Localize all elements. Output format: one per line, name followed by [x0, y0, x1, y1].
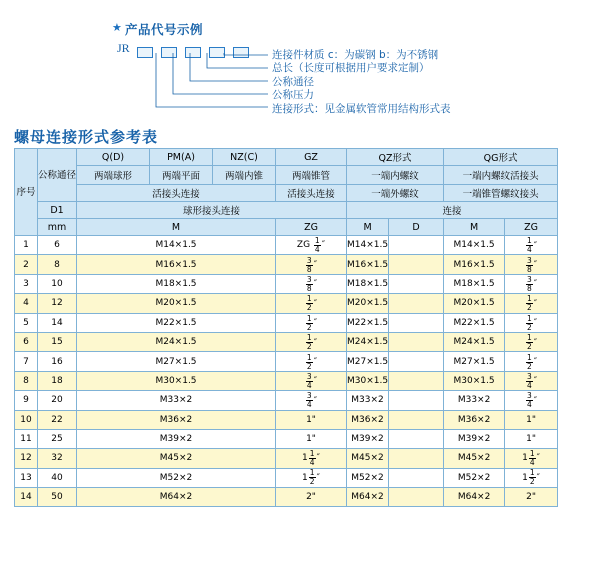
table-header-row [15, 166, 558, 185]
cell-gz: 1 $\frac{1}{4}$ ″ [276, 449, 347, 468]
cell-serial: 14 [15, 488, 38, 507]
header-group-pma: PM(A) [150, 149, 213, 166]
cell-qg-m: M33×2 [444, 391, 505, 410]
cell-diameter: 22 [38, 410, 77, 429]
cell-diameter: 50 [38, 488, 77, 507]
table-row [15, 429, 558, 448]
cell-diameter: 32 [38, 449, 77, 468]
header-sub2-left: 活接头连接 [77, 185, 276, 202]
cell-diameter: 10 [38, 274, 77, 293]
table-row [15, 449, 558, 468]
table-row [15, 352, 558, 371]
cell-qg-m: M20×1.5 [444, 294, 505, 313]
cell-qz-m: M24×1.5 [347, 332, 389, 351]
table-row [15, 236, 558, 255]
header-sub2-qz: 一端外螺纹 [347, 185, 444, 202]
cell-qz-m: M27×1.5 [347, 352, 389, 371]
product-code-diagram [0, 0, 600, 118]
header-sub-qg: 一端内螺纹活接头 [444, 166, 558, 185]
cell-gz: $\frac{3}{4}$ ″ [276, 371, 347, 390]
cell-qg-m: M30×1.5 [444, 371, 505, 390]
table-row [15, 391, 558, 410]
cell-qz-m: M30×1.5 [347, 371, 389, 390]
cell-qg-m: M39×2 [444, 429, 505, 448]
header-sub-gz: 两端锥管 [276, 166, 347, 185]
cell-q: M14×1.5 [77, 236, 276, 255]
header-serial: 序号 [15, 149, 38, 236]
header-unit-qg-zg: ZG [505, 219, 558, 236]
table-row [15, 332, 558, 351]
cell-qz-d [389, 294, 444, 313]
cell-q: M45×2 [77, 449, 276, 468]
table-header-row [15, 185, 558, 202]
cell-gz: $\frac{3}{8}$ ″ [276, 274, 347, 293]
cell-q: M64×2 [77, 488, 276, 507]
cell-qg-zg: $\frac{1}{2}$ ″ [505, 352, 558, 371]
header-sub-qz: 一端内螺纹 [347, 166, 444, 185]
table-header-row [15, 149, 558, 166]
cell-qg-zg: $\frac{1}{4}$ ″ [505, 236, 558, 255]
cell-serial: 1 [15, 236, 38, 255]
cell-q: M18×1.5 [77, 274, 276, 293]
cell-qz-m: M18×1.5 [347, 274, 389, 293]
nut-connection-table [14, 148, 558, 507]
cell-qz-m: M20×1.5 [347, 294, 389, 313]
cell-gz: 1 $\frac{1}{2}$ ″ [276, 468, 347, 487]
diagram-label: 连接件材质 c：为碳钢 b：为不锈钢 [272, 49, 439, 61]
cell-q: M22×1.5 [77, 313, 276, 332]
cell-qz-m: M45×2 [347, 449, 389, 468]
cell-diameter: 8 [38, 255, 77, 274]
cell-q: M20×1.5 [77, 294, 276, 313]
cell-qz-d [389, 449, 444, 468]
cell-qz-m: M64×2 [347, 488, 389, 507]
cell-qz-d [389, 274, 444, 293]
cell-qz-d [389, 371, 444, 390]
header-sub-pma: 两端平面 [150, 166, 213, 185]
cell-gz: $\frac{3}{8}$ ″ [276, 255, 347, 274]
cell-diameter: 14 [38, 313, 77, 332]
cell-qz-d [389, 468, 444, 487]
code-prefix: JR [117, 41, 130, 55]
cell-serial: 8 [15, 371, 38, 390]
cell-q: M16×1.5 [77, 255, 276, 274]
cell-diameter: 6 [38, 236, 77, 255]
cell-qg-zg: 1" [505, 410, 558, 429]
cell-qg-m: M24×1.5 [444, 332, 505, 351]
header-unit-m: M [77, 219, 276, 236]
cell-gz: $\frac{1}{2}$ ″ [276, 294, 347, 313]
cell-serial: 9 [15, 391, 38, 410]
cell-serial: 3 [15, 274, 38, 293]
cell-qg-zg: 2" [505, 488, 558, 507]
header-sub2-qg: 一端锥管螺纹接头 [444, 185, 558, 202]
header-sub3-left: 球形接头连接 [77, 202, 347, 219]
cell-qg-zg: 1 $\frac{1}{4}$ ″ [505, 449, 558, 468]
cell-qz-d [389, 236, 444, 255]
cell-qg-zg: $\frac{1}{2}$ ″ [505, 294, 558, 313]
table [14, 148, 558, 507]
cell-qz-m: M52×2 [347, 468, 389, 487]
cell-qg-m: M14×1.5 [444, 236, 505, 255]
diagram-labels [272, 49, 451, 116]
header-sub-nzc: 两端内锥 [213, 166, 276, 185]
header-unit-zg: ZG [276, 219, 347, 236]
cell-diameter: 25 [38, 429, 77, 448]
cell-qg-m: M45×2 [444, 449, 505, 468]
cell-q: M24×1.5 [77, 332, 276, 351]
cell-gz: 1" [276, 429, 347, 448]
cell-qz-m: M36×2 [347, 410, 389, 429]
cell-qz-d [389, 429, 444, 448]
table-header-row [15, 202, 558, 219]
cell-qg-zg: $\frac{1}{2}$ ″ [505, 332, 558, 351]
cell-serial: 6 [15, 332, 38, 351]
header-sub2-gz: 活接头连接 [276, 185, 347, 202]
cell-gz: $\frac{1}{2}$ ″ [276, 332, 347, 351]
cell-q: M52×2 [77, 468, 276, 487]
cell-q: M33×2 [77, 391, 276, 410]
cell-serial: 2 [15, 255, 38, 274]
cell-serial: 5 [15, 313, 38, 332]
table-row [15, 371, 558, 390]
cell-qz-d [389, 313, 444, 332]
cell-qz-d [389, 488, 444, 507]
cell-qz-m: M33×2 [347, 391, 389, 410]
cell-qg-zg: 1" [505, 429, 558, 448]
cell-serial: 13 [15, 468, 38, 487]
table-row [15, 294, 558, 313]
table-row [15, 410, 558, 429]
table-row [15, 255, 558, 274]
cell-qz-d [389, 255, 444, 274]
cell-serial: 12 [15, 449, 38, 468]
table-row [15, 468, 558, 487]
header-d1: D1 [38, 202, 77, 219]
cell-qg-zg: $\frac{3}{8}$ ″ [505, 274, 558, 293]
header-group-nzc: NZ(C) [213, 149, 276, 166]
cell-qg-m: M18×1.5 [444, 274, 505, 293]
cell-qg-m: M52×2 [444, 468, 505, 487]
cell-qz-d [389, 352, 444, 371]
table-header-row [15, 219, 558, 236]
cell-qg-zg: $\frac{3}{8}$ ″ [505, 255, 558, 274]
cell-gz: 1" [276, 410, 347, 429]
star-icon: ★ [112, 21, 122, 34]
table-row [15, 313, 558, 332]
cell-diameter: 18 [38, 371, 77, 390]
cell-gz: $\frac{1}{2}$ ″ [276, 313, 347, 332]
diagram-label: 连接形式：见金属软管常用结构形式表 [272, 102, 451, 115]
header-group-qd: Q(D) [77, 149, 150, 166]
header-group-qg: QG形式 [444, 149, 558, 166]
cell-gz: ZG $\frac{1}{4}$ ″ [276, 236, 347, 255]
cell-qz-m: M39×2 [347, 429, 389, 448]
cell-qz-d [389, 332, 444, 351]
cell-diameter: 15 [38, 332, 77, 351]
diagram-label: 公称通径 [272, 75, 314, 88]
cell-qg-m: M16×1.5 [444, 255, 505, 274]
header-group-gz: GZ [276, 149, 347, 166]
cell-diameter: 20 [38, 391, 77, 410]
cell-serial: 7 [15, 352, 38, 371]
cell-qg-m: M22×1.5 [444, 313, 505, 332]
diagram-label: 公称压力 [272, 89, 314, 102]
table-row [15, 274, 558, 293]
cell-q: M27×1.5 [77, 352, 276, 371]
cell-qg-zg: $\frac{3}{4}$ ″ [505, 371, 558, 390]
cell-diameter: 16 [38, 352, 77, 371]
header-group-qz: QZ形式 [347, 149, 444, 166]
diagram-title: 产品代号示例 [125, 22, 204, 37]
header-unit-qz-d: D [389, 219, 444, 236]
cell-q: M36×2 [77, 410, 276, 429]
cell-qz-m: M14×1.5 [347, 236, 389, 255]
cell-serial: 4 [15, 294, 38, 313]
header-sub-qd: 两端球形 [77, 166, 150, 185]
cell-diameter: 40 [38, 468, 77, 487]
cell-qz-m: M16×1.5 [347, 255, 389, 274]
header-unit-qg-m: M [444, 219, 505, 236]
header-unit-mm: mm [38, 219, 77, 236]
cell-qg-m: M27×1.5 [444, 352, 505, 371]
cell-qg-m: M64×2 [444, 488, 505, 507]
cell-qg-zg: $\frac{3}{4}$ ″ [505, 391, 558, 410]
cell-qg-zg: $\frac{1}{2}$ ″ [505, 313, 558, 332]
header-sub3-right: 连接 [347, 202, 558, 219]
cell-serial: 10 [15, 410, 38, 429]
cell-qg-zg: 1 $\frac{1}{2}$ ″ [505, 468, 558, 487]
cell-qz-m: M22×1.5 [347, 313, 389, 332]
cell-q: M39×2 [77, 429, 276, 448]
cell-qz-d [389, 410, 444, 429]
cell-serial: 11 [15, 429, 38, 448]
diagram-label: 总长（长度可根据用户要求定制） [272, 62, 430, 75]
header-unit-qz-m: M [347, 219, 389, 236]
cell-gz: $\frac{3}{4}$ ″ [276, 391, 347, 410]
cell-gz: $\frac{1}{2}$ ″ [276, 352, 347, 371]
cell-qz-d [389, 391, 444, 410]
cell-qg-m: M36×2 [444, 410, 505, 429]
section-title: 螺母连接形式参考表 [14, 128, 159, 146]
table-row [15, 488, 558, 507]
cell-gz: 2" [276, 488, 347, 507]
cell-q: M30×1.5 [77, 371, 276, 390]
header-diameter: 公称通径 [38, 149, 77, 202]
cell-diameter: 12 [38, 294, 77, 313]
